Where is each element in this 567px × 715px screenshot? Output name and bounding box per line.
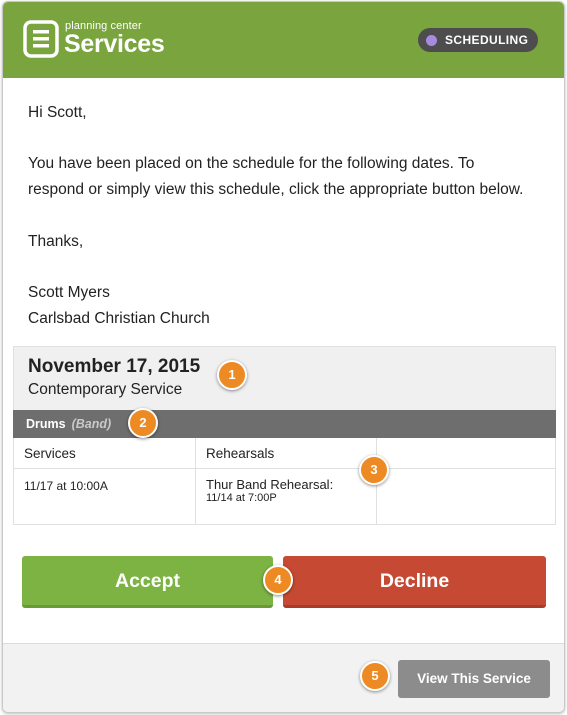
brand-small: planning center <box>65 20 142 32</box>
service-name: Contemporary Service <box>28 381 183 398</box>
callout-marker-5: 5 <box>360 661 390 691</box>
rehearsal-time: 11/14 at 7:00P <box>206 492 277 504</box>
callout-marker-2: 2 <box>128 408 158 438</box>
message-line-2: respond or simply view this schedule, click the appropriate button below. <box>28 181 524 198</box>
callout-marker-4: 4 <box>263 565 293 595</box>
header-bar <box>3 2 564 78</box>
accept-button[interactable]: Accept <box>22 556 273 608</box>
greeting: Hi Scott, <box>28 104 87 121</box>
view-service-button[interactable]: View This Service <box>398 660 550 698</box>
message-line-1: You have been placed on the schedule for the following dates. To <box>28 155 475 172</box>
rehearsals-column <box>195 438 376 525</box>
sender-org: Carlsbad Christian Church <box>28 310 210 327</box>
service-date: November 17, 2015 <box>28 356 201 377</box>
email-card <box>2 1 565 713</box>
badge-label: SCHEDULING <box>445 33 529 47</box>
empty-column <box>376 438 556 525</box>
thanks-text: Thanks, <box>28 233 84 250</box>
badge-dot-icon <box>426 35 437 46</box>
footer-bar <box>3 643 564 713</box>
brand-title: Services <box>64 30 165 58</box>
callout-marker-1: 1 <box>217 360 247 390</box>
list-icon <box>23 20 59 58</box>
sender-name: Scott Myers <box>28 284 110 301</box>
team-bar <box>13 410 556 438</box>
services-column <box>14 438 195 525</box>
service-header <box>13 346 556 410</box>
decline-button[interactable]: Decline <box>283 556 546 608</box>
team-name: Drums <box>26 417 66 431</box>
scheduling-badge <box>418 28 538 52</box>
column-header-empty <box>377 438 556 469</box>
column-header-rehearsals: Rehearsals <box>196 438 376 469</box>
team-role: (Band) <box>71 417 112 431</box>
service-time: 11/17 at 10:00A <box>24 479 108 493</box>
column-header-services: Services <box>14 438 195 469</box>
schedule-table <box>13 438 556 525</box>
callout-marker-3: 3 <box>359 455 389 485</box>
rehearsal-name: Thur Band Rehearsal: <box>206 477 334 492</box>
